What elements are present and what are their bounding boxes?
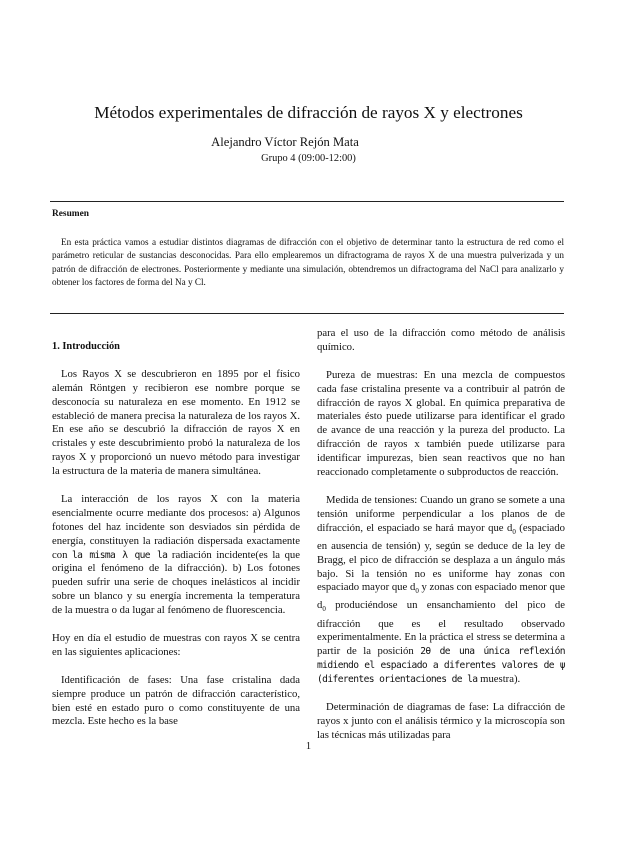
subscript-0-a: 0 — [512, 527, 516, 536]
group-label: Grupo 4 (09:00-12:00) — [261, 153, 356, 164]
intro-paragraph-1: Los Rayos X se descubrieron en 1895 por el físico alemán Röntgen y recibieron ese nombre porque se desconocía su naturaleza en ese momento. En 1912 se estableció de manera precisa la naturaleza de los rayos X. En ese año se descubrió la difracción de rayos X en cristales y este descubrimiento probó la naturaleza de los rayos X y proporcionó un nuevo método para investigar la estructura de la materia de manera simultánea. — [52, 367, 300, 478]
intro-paragraph-4: Identificación de fases: Una fase cristalina dada siempre produce un patrón de difracción característico, bien esté en estado puro o como constituyente de una mezcla. Este hecho es la base — [52, 673, 300, 728]
intro-paragraph-2-part-a: La interacción de los rayos X con la materia esencialmente ocurre mediante dos procesos: a) Algunos fotones del haz incidente son desviados sin pérdida de energía, constituyen la radiación dispersada exactamente con — [52, 492, 300, 561]
page-number: 1 — [305, 741, 312, 752]
abstract-heading: Resumen — [52, 209, 89, 219]
right-paragraph-3-part-c: y zonas con espaciado menor que d — [317, 581, 565, 612]
author-name: Alejandro Víctor Rejón Mata — [211, 135, 359, 149]
top-rule — [50, 201, 564, 202]
right-paragraph-3-part-a: Medida de tensiones: Cuando un grano se somete a una tensión uniforme perpendicular a los planos de de difracción, el espaciado se hará mayor que d — [317, 493, 565, 534]
intro-paragraph-3: Hoy en día el estudio de muestras con rayos X se centra en las siguientes aplicaciones: — [52, 631, 300, 658]
right-paragraph-3-part-b: (espaciado en ausencia de tensión) y, según se deduce de la ley de Bragg, el pico de difracción se desplaza a un ángulo más bajo. Si la tensión no es uniforme hay zonas con espaciado mayor que d — [317, 521, 565, 594]
right-paragraph-3 — [317, 494, 565, 687]
right-paragraph-3-mono: 2θ de una única reflexión midiendo el espaciado a diferentes valores de ψ (diferentes orientaciones de la — [317, 646, 565, 686]
subscript-0-c: 0 — [322, 605, 326, 614]
abstract-text: En esta práctica vamos a estudiar distintos diagramas de difracción con el objetivo de determinar tanto la estructura de red como el parámetro reticular de sustancias desconocidas. Para ello emplearemos un difractograma de rayos X de una muestra pulverizada y un patrón de difracción de electrones. Posteriormente y mediante una simulación, obtendremos un difractograma del NaCl para analizarlo y obtener los factores de forma del Na y Cl. — [52, 237, 564, 287]
right-paragraph-3-part-e: muestra). — [480, 673, 521, 686]
right-paragraph-4: Determinación de diagramas de fase: La difracción de rayos x junto con el análisis térmico y la microscopía son las técnicas más utilizadas para — [317, 700, 565, 741]
right-column — [317, 327, 565, 757]
subscript-0-b: 0 — [415, 587, 419, 596]
intro-paragraph-2-part-b: radiación incidente(es la que origina el fenómeno de la difracción). b) Los fotones pueden sufrir una serie de choques inelásticos al incidir sobre un blanco y su energía incrementa la temperatura de la muestra o da lugar al fenómeno de fluorescencia. — [52, 548, 301, 617]
intro-paragraph-2-mono: la misma λ que la — [71, 549, 168, 561]
intro-paragraph-2 — [52, 493, 300, 618]
section-heading-introduccion: 1. Introducción — [52, 341, 120, 352]
bottom-rule — [50, 313, 564, 314]
right-paragraph-1: para el uso de la difracción como método de análisis químico. — [317, 327, 565, 353]
right-paragraph-2: Pureza de muestras: En una mezcla de compuestos cada fase cristalina presente va a contribuir al patrón de difracción de rayos X global. En química preparativa de materiales ésto puede utilizarse para identificar el grado de avance de una reacción y la pureza del producto. La difracción de rayos x también puede utilizarse para identificar impurezas, bien sean reactivos que no han reaccionado completamente o subproductos de reacción. — [317, 368, 565, 479]
right-paragraph-3-part-d: produciéndose un ensanchamiento del pico de difracción que es el resultado observado experimentalmente. En la práctica el stress se determina a partir de la posición — [317, 599, 565, 658]
paper-title: Métodos experimentales de difracción de rayos X y electrones — [94, 103, 523, 122]
left-column — [52, 340, 300, 743]
